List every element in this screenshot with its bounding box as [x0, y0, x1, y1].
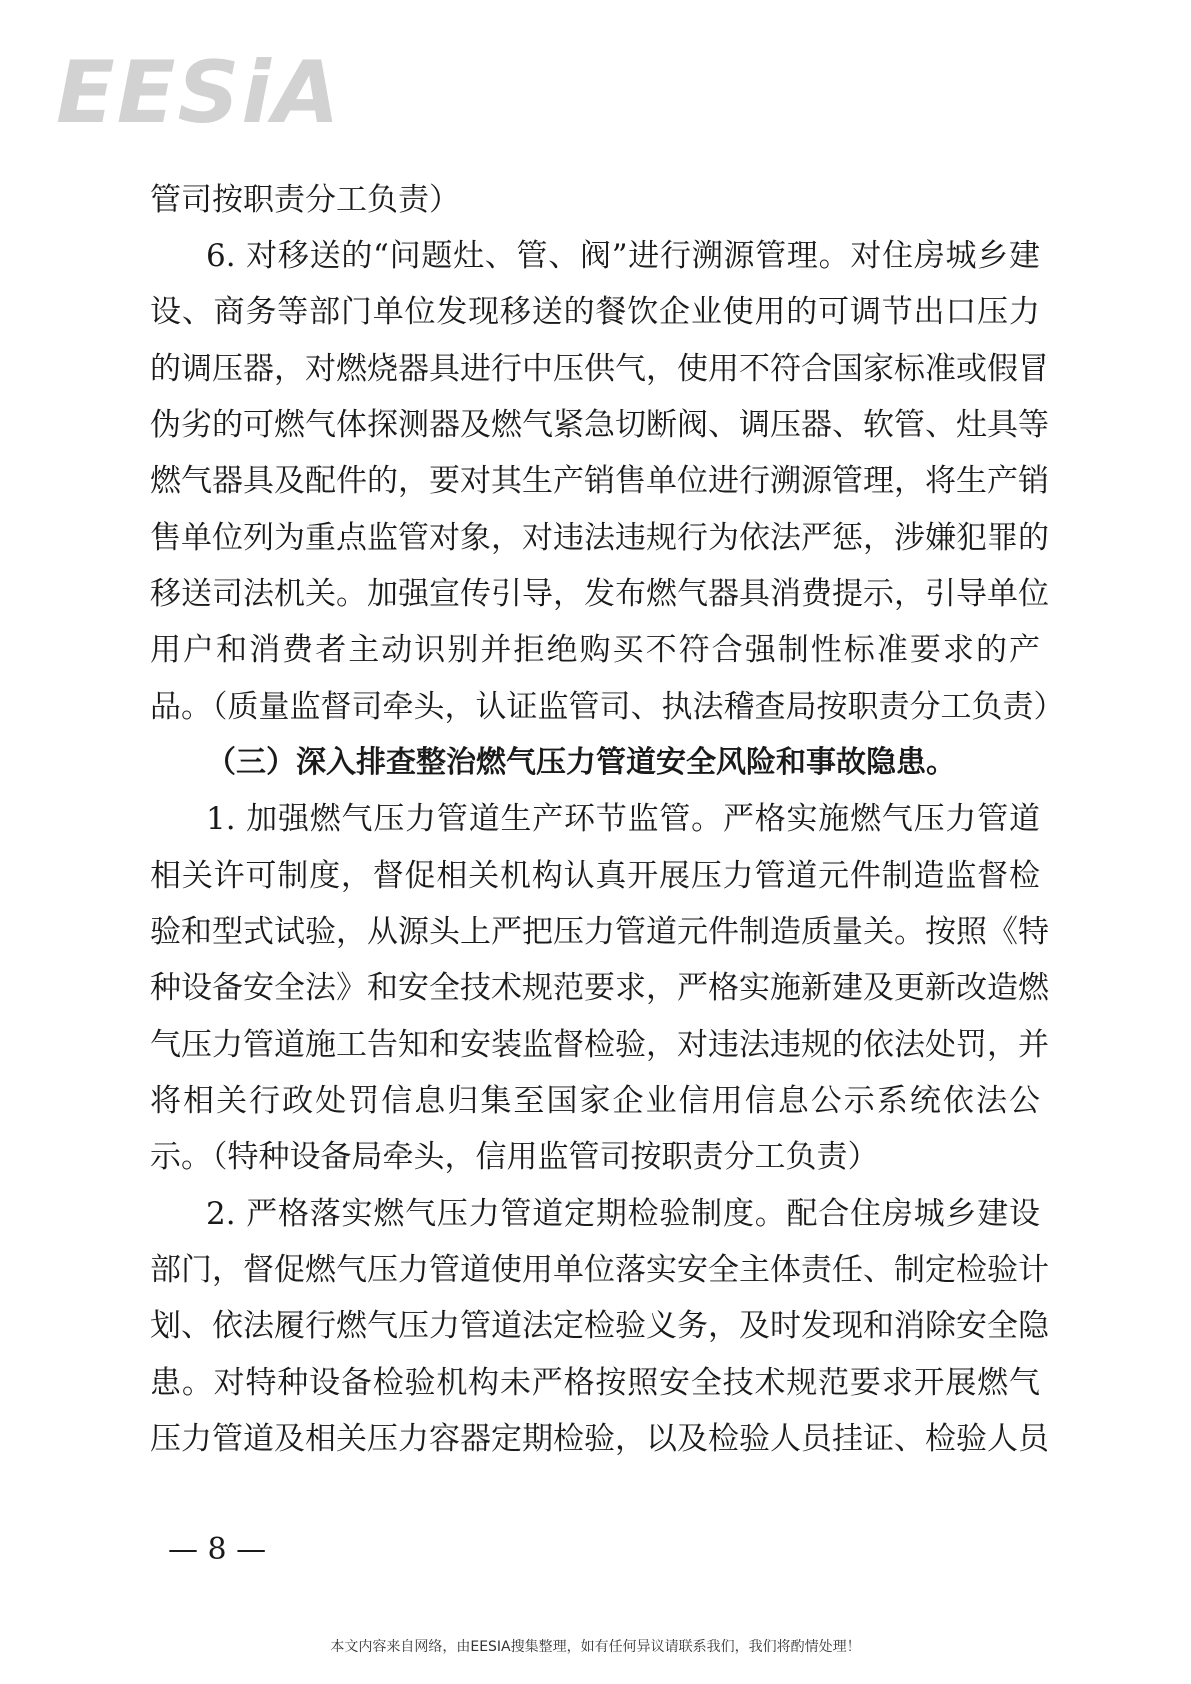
- text-line: 示。（特种设备局牵头，信用监管司按职责分工负责）: [150, 1139, 879, 1175]
- text-line: 售单位列为重点监管对象，对违法违规行为依法严惩，涉嫌犯罪的: [150, 520, 1049, 556]
- footer-disclaimer: 本文内容来自网络，由EESIA搜集整理，如有任何异议请联系我们，我们将酌情处理！: [330, 1639, 861, 1655]
- section-heading: （三）深入排查整治燃气压力管道安全风险和事故隐患。: [206, 745, 956, 780]
- text-line: 用户和消费者主动识别并拒绝购买不符合强制性标准要求的产: [150, 632, 1040, 668]
- text-line: 部门，督促燃气压力管道使用单位落实安全主体责任、制定检验计: [150, 1252, 1049, 1288]
- text-line: 将相关行政处罚信息归集至国家企业信用信息公示系统依法公: [150, 1083, 1040, 1119]
- text-line: 压力管道及相关压力容器定期检验，以及检验人员挂证、检验人员: [150, 1421, 1049, 1457]
- page-number: — 8 —: [168, 1532, 267, 1567]
- text-line: 气压力管道施工告知和安装监督检验，对违法违规的依法处罚，并: [150, 1027, 1049, 1063]
- text-line: 的调压器，对燃烧器具进行中压供气，使用不符合国家标准或假冒: [150, 351, 1049, 387]
- text-line: 燃气器具及配件的，要对其生产销售单位进行溯源管理，将生产销: [150, 463, 1049, 499]
- text-line: 移送司法机关。加强宣传引导，发布燃气器具消费提示，引导单位: [150, 576, 1049, 612]
- text-line: 种设备安全法》和安全技术规范要求，严格实施新建及更新改造燃: [150, 970, 1049, 1006]
- text-line: 相关许可制度，督促相关机构认真开展压力管道元件制造监督检: [150, 858, 1040, 894]
- text-line: 品。（质量监督司牵头，认证监管司、执法稽查局按职责分工负责）: [150, 689, 1065, 725]
- text-line: 设、商务等部门单位发现移送的餐饮企业使用的可调节出口压力: [150, 294, 1040, 330]
- eesia-logo: EESiA: [56, 43, 342, 143]
- text-line: 验和型式试验，从源头上严把压力管道元件制造质量关。按照《特: [150, 914, 1049, 950]
- text-line: 1. 加强燃气压力管道生产环节监管。严格实施燃气压力管道: [206, 801, 1040, 837]
- text-line: 6. 对移送的“问题灶、管、阀”进行溯源管理。对住房城乡建: [206, 238, 1040, 274]
- text-line: 划、依法履行燃气压力管道法定检验义务，及时发现和消除安全隐: [150, 1308, 1049, 1344]
- text-line: 2. 严格落实燃气压力管道定期检验制度。配合住房城乡建设: [206, 1196, 1040, 1232]
- text-line: 管司按职责分工负责）: [150, 182, 460, 218]
- text-line: 患。对特种设备检验机构未严格按照安全技术规范要求开展燃气: [150, 1365, 1040, 1401]
- text-line: 伪劣的可燃气体探测器及燃气紧急切断阀、调压器、软管、灶具等: [150, 407, 1049, 443]
